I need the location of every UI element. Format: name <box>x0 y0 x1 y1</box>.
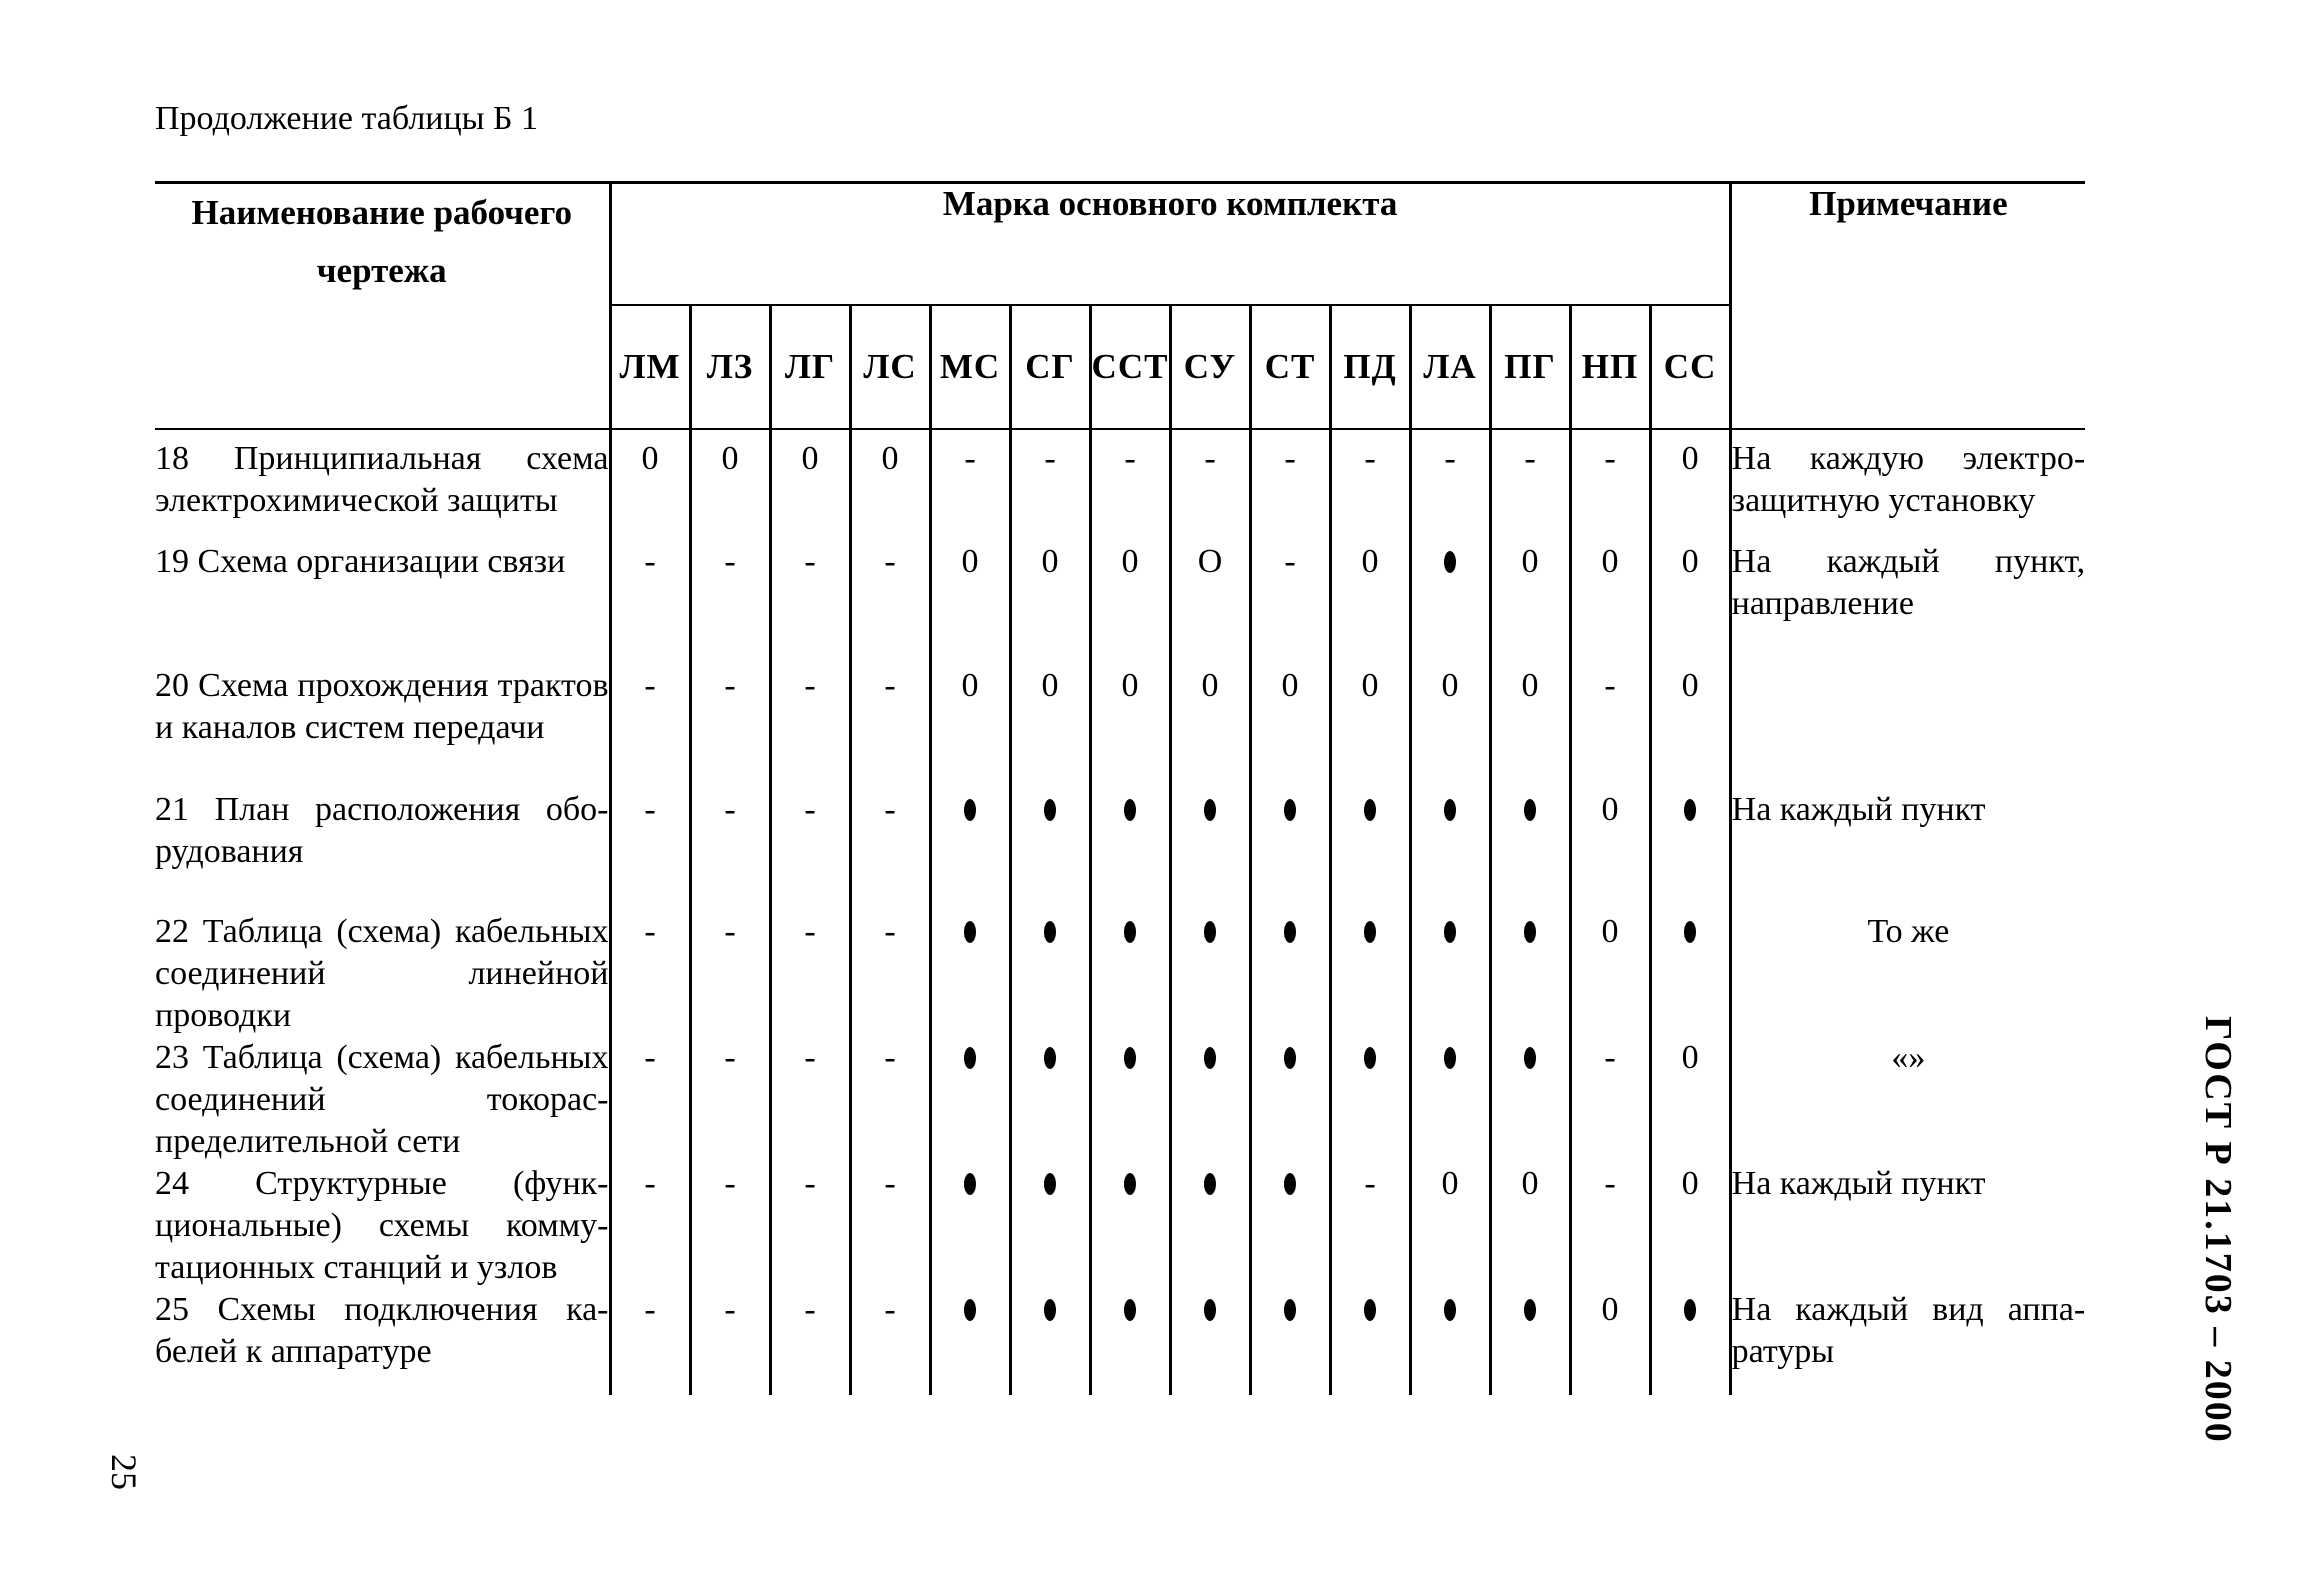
mark-cell: - <box>610 1037 690 1163</box>
mark-cell <box>1410 1037 1490 1163</box>
mark-cell <box>1250 1163 1330 1289</box>
filled-dot-icon <box>1364 799 1376 821</box>
mark-cell <box>1490 789 1570 911</box>
mark-cell <box>1330 1037 1410 1163</box>
mark-cell: - <box>1010 429 1090 541</box>
mark-cell <box>1250 1289 1330 1395</box>
mark-cell: - <box>850 789 930 911</box>
table-row <box>155 911 2085 1037</box>
filled-dot-icon <box>1524 799 1536 821</box>
mark-cell: - <box>1570 1163 1650 1289</box>
mark-cell <box>1090 1037 1170 1163</box>
code-header-cell: ССТ <box>1090 305 1170 429</box>
drawing-name: 18 Принципиальная схема электрохимической защиты <box>155 429 610 541</box>
table-row <box>155 789 2085 911</box>
mark-cell <box>1250 789 1330 911</box>
mark-cell: 0 <box>610 429 690 541</box>
mark-cell <box>1090 911 1170 1037</box>
mark-cell: 0 <box>1650 1037 1730 1163</box>
code-header-cell: ПД <box>1330 305 1410 429</box>
filled-dot-icon <box>1284 1299 1296 1321</box>
filled-dot-icon <box>1284 1173 1296 1195</box>
filled-dot-icon <box>1364 1299 1376 1321</box>
code-header-cell: ЛГ <box>770 305 850 429</box>
filled-dot-icon <box>1444 1047 1456 1069</box>
mark-cell: 0 <box>850 429 930 541</box>
mark-cell: - <box>770 911 850 1037</box>
mark-cell: 0 <box>1490 1163 1570 1289</box>
mark-cell: - <box>850 911 930 1037</box>
mark-cell <box>930 1289 1010 1395</box>
mark-cell: - <box>1570 665 1650 789</box>
table-row <box>155 429 2085 541</box>
mark-cell: - <box>1570 1037 1650 1163</box>
mark-cell <box>1650 1289 1730 1395</box>
code-header-cell: СГ <box>1010 305 1090 429</box>
mark-cell: 0 <box>770 429 850 541</box>
mark-cell <box>1090 1163 1170 1289</box>
mark-cell: - <box>1330 1163 1410 1289</box>
filled-dot-icon <box>964 1047 976 1069</box>
mark-cell <box>1170 911 1250 1037</box>
filled-dot-icon <box>1524 1299 1536 1321</box>
mark-cell <box>1490 911 1570 1037</box>
mark-cell <box>1170 1037 1250 1163</box>
mark-cell: - <box>850 541 930 665</box>
filled-dot-icon <box>1444 1299 1456 1321</box>
note-cell: На каждый пункт <box>1730 1163 2085 1289</box>
drawing-name: 21 План расположения оборудования <box>155 789 610 911</box>
filled-dot-icon <box>1044 799 1056 821</box>
mark-cell <box>1490 1289 1570 1395</box>
mark-cell: - <box>770 1163 850 1289</box>
mark-cell: 0 <box>1010 665 1090 789</box>
note-cell: То же <box>1730 911 2085 1037</box>
filled-dot-icon <box>1524 1047 1536 1069</box>
mark-cell: 0 <box>1410 665 1490 789</box>
mark-cell <box>1250 911 1330 1037</box>
drawing-name: 20 Схема прохождения трактов и каналов систем передачи <box>155 665 610 789</box>
mark-cell <box>1650 911 1730 1037</box>
mark-cell <box>1410 789 1490 911</box>
table-row <box>155 1037 2085 1163</box>
mark-cell: 0 <box>1490 541 1570 665</box>
filled-dot-icon <box>1444 799 1456 821</box>
code-header-cell: ЛА <box>1410 305 1490 429</box>
note-cell: На каждую электрозащитную установку <box>1730 429 2085 541</box>
filled-dot-icon <box>1044 921 1056 943</box>
code-header-cell: ЛЗ <box>690 305 770 429</box>
mark-cell: - <box>930 429 1010 541</box>
mark-cell: 0 <box>1570 541 1650 665</box>
mark-cell <box>1010 1289 1090 1395</box>
mark-cell <box>930 1037 1010 1163</box>
mark-cell: 0 <box>1090 665 1170 789</box>
mark-cell: - <box>1250 541 1330 665</box>
drawing-name: 25 Схемы подключения кабелей к аппаратуре <box>155 1289 610 1395</box>
code-header-cell: ЛМ <box>610 305 690 429</box>
filled-dot-icon <box>1044 1299 1056 1321</box>
filled-dot-icon <box>964 799 976 821</box>
filled-dot-icon <box>1124 1173 1136 1195</box>
filled-dot-icon <box>1044 1047 1056 1069</box>
header-mark: Марка основного комплекта <box>610 183 1730 305</box>
mark-cell: - <box>850 1037 930 1163</box>
filled-dot-icon <box>1444 921 1456 943</box>
mark-cell: 0 <box>1010 541 1090 665</box>
mark-cell: - <box>1250 429 1330 541</box>
mark-cell <box>1090 1289 1170 1395</box>
code-header-cell: НП <box>1570 305 1650 429</box>
mark-cell: - <box>610 541 690 665</box>
mark-cell: - <box>610 911 690 1037</box>
filled-dot-icon <box>1284 921 1296 943</box>
mark-cell: - <box>850 1163 930 1289</box>
code-header-cell: СС <box>1650 305 1730 429</box>
table-row <box>155 541 2085 665</box>
code-header-cell: МС <box>930 305 1010 429</box>
mark-cell <box>1090 789 1170 911</box>
mark-cell: 0 <box>1570 1289 1650 1395</box>
mark-cell <box>930 911 1010 1037</box>
filled-dot-icon <box>1684 921 1696 943</box>
mark-cell: - <box>770 1289 850 1395</box>
code-header-cell: СУ <box>1170 305 1250 429</box>
mark-cell: - <box>610 789 690 911</box>
filled-dot-icon <box>964 921 976 943</box>
mark-cell: - <box>770 1037 850 1163</box>
filled-dot-icon <box>1444 551 1456 573</box>
filled-dot-icon <box>964 1173 976 1195</box>
code-header-cell: СТ <box>1250 305 1330 429</box>
filled-dot-icon <box>1204 921 1216 943</box>
note-cell: «» <box>1730 1037 2085 1163</box>
mark-cell <box>1330 789 1410 911</box>
filled-dot-icon <box>1284 1047 1296 1069</box>
mark-cell <box>1490 1037 1570 1163</box>
mark-cell: - <box>1330 429 1410 541</box>
filled-dot-icon <box>1684 1299 1696 1321</box>
note-cell: На каждый пункт <box>1730 789 2085 911</box>
filled-dot-icon <box>1284 799 1296 821</box>
mark-cell: - <box>850 665 930 789</box>
document-code: ГОСТ Р 21.1703 – 2000 <box>2197 1016 2239 1444</box>
mark-cell <box>1650 789 1730 911</box>
mark-cell: - <box>770 789 850 911</box>
mark-cell: - <box>1490 429 1570 541</box>
mark-cell: 0 <box>1650 665 1730 789</box>
mark-cell <box>1410 541 1490 665</box>
mark-cell: 0 <box>1490 665 1570 789</box>
mark-cell: 0 <box>930 665 1010 789</box>
mark-cell: 0 <box>1570 911 1650 1037</box>
mark-cell: - <box>770 665 850 789</box>
filled-dot-icon <box>1204 1299 1216 1321</box>
mark-cell: - <box>1170 429 1250 541</box>
drawings-table <box>155 181 2085 1395</box>
filled-dot-icon <box>1204 1047 1216 1069</box>
code-header-cell: ПГ <box>1490 305 1570 429</box>
mark-cell: 0 <box>1410 1163 1490 1289</box>
mark-cell <box>1010 1037 1090 1163</box>
mark-cell: - <box>690 541 770 665</box>
mark-cell: - <box>1090 429 1170 541</box>
mark-cell: - <box>850 1289 930 1395</box>
mark-cell: - <box>690 1163 770 1289</box>
code-header-cell: ЛС <box>850 305 930 429</box>
filled-dot-icon <box>1124 921 1136 943</box>
mark-cell <box>1170 1163 1250 1289</box>
mark-cell: 0 <box>1650 541 1730 665</box>
drawing-name: 24 Структурные (функциональные) схемы коммутационных станций и узлов <box>155 1163 610 1289</box>
filled-dot-icon <box>1364 1047 1376 1069</box>
mark-cell: 0 <box>1090 541 1170 665</box>
note-cell: На каждый вид аппаратуры <box>1730 1289 2085 1395</box>
filled-dot-icon <box>1044 1173 1056 1195</box>
mark-cell <box>930 789 1010 911</box>
filled-dot-icon <box>1124 1047 1136 1069</box>
mark-cell: 0 <box>1330 665 1410 789</box>
filled-dot-icon <box>1364 921 1376 943</box>
mark-cell: 0 <box>930 541 1010 665</box>
note-cell <box>1730 665 2085 789</box>
mark-cell: - <box>690 911 770 1037</box>
filled-dot-icon <box>1204 799 1216 821</box>
filled-dot-icon <box>1204 1173 1216 1195</box>
mark-cell: - <box>610 665 690 789</box>
filled-dot-icon <box>1124 1299 1136 1321</box>
mark-cell <box>1010 1163 1090 1289</box>
mark-cell: - <box>690 665 770 789</box>
mark-cell <box>1330 1289 1410 1395</box>
mark-cell <box>1410 911 1490 1037</box>
mark-cell: 0 <box>1650 429 1730 541</box>
mark-cell <box>1170 1289 1250 1395</box>
mark-cell: - <box>690 789 770 911</box>
mark-cell: 0 <box>1250 665 1330 789</box>
filled-dot-icon <box>1524 921 1536 943</box>
mark-cell: O <box>1170 541 1250 665</box>
mark-cell <box>1010 911 1090 1037</box>
mark-cell: - <box>1410 429 1490 541</box>
filled-dot-icon <box>1684 799 1696 821</box>
mark-cell <box>1170 789 1250 911</box>
drawing-name: 22 Таблица (схема) кабельных соединений линейной проводки <box>155 911 610 1037</box>
mark-cell: - <box>770 541 850 665</box>
mark-cell: 0 <box>1570 789 1650 911</box>
mark-cell: 0 <box>1330 541 1410 665</box>
table-row <box>155 1163 2085 1289</box>
mark-cell: - <box>690 1289 770 1395</box>
header-name: Наименование рабочего чертежа <box>155 183 610 429</box>
filled-dot-icon <box>1124 799 1136 821</box>
mark-cell <box>1410 1289 1490 1395</box>
mark-cell: 0 <box>1650 1163 1730 1289</box>
drawing-name: 23 Таблица (схема) кабельных соединений токораспределительной сети <box>155 1037 610 1163</box>
table-row <box>155 665 2085 789</box>
header-note: Примечание <box>1730 183 2085 429</box>
drawing-name: 19 Схема организации связи <box>155 541 610 665</box>
mark-cell: - <box>690 1037 770 1163</box>
page-number: 25 <box>104 1454 144 1490</box>
mark-cell <box>1330 911 1410 1037</box>
mark-cell: 0 <box>1170 665 1250 789</box>
mark-cell <box>1250 1037 1330 1163</box>
mark-cell <box>930 1163 1010 1289</box>
mark-cell: - <box>610 1163 690 1289</box>
mark-cell: - <box>610 1289 690 1395</box>
filled-dot-icon <box>964 1299 976 1321</box>
mark-cell <box>1010 789 1090 911</box>
table-row <box>155 1289 2085 1395</box>
table-caption: Продолжение таблицы Б 1 <box>155 100 539 137</box>
mark-cell: - <box>1570 429 1650 541</box>
note-cell: На каждый пункт, направление <box>1730 541 2085 665</box>
mark-cell: 0 <box>690 429 770 541</box>
